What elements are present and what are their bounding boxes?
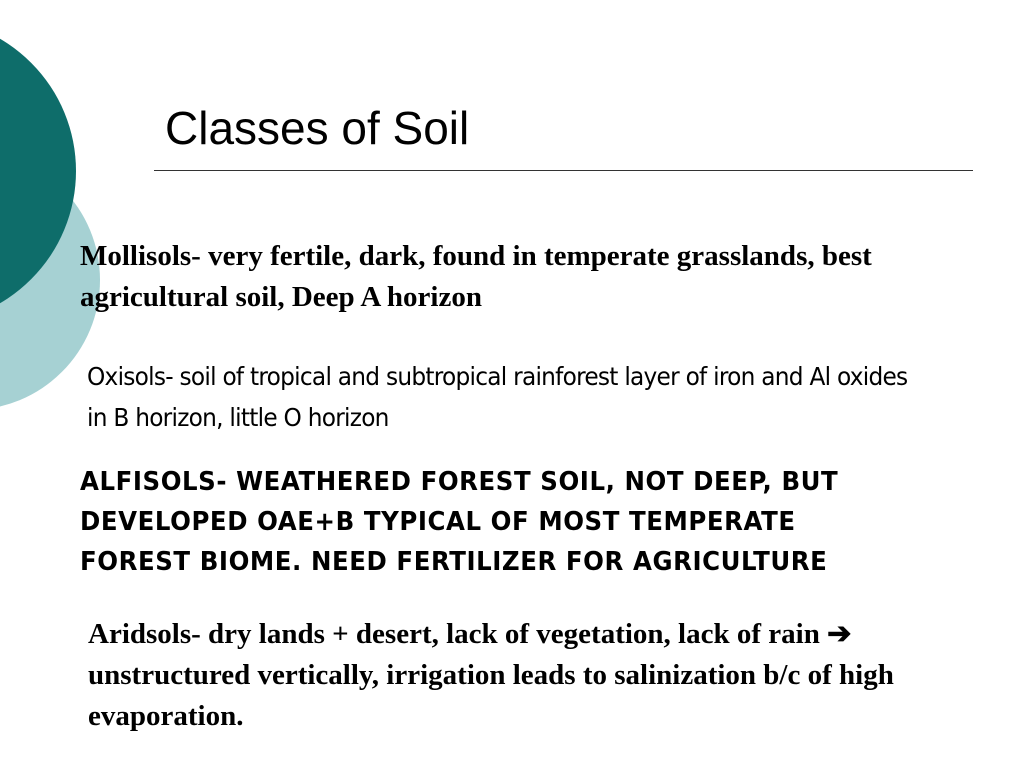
slide-title: Classes of Soil <box>165 102 470 154</box>
oxisols-paragraph: Oxisols- soil of tropical and subtropical rainforest layer of iron and Al oxides in B horizon, little O horizon <box>87 362 908 432</box>
mollisols-paragraph: Mollisols- very fertile, dark, found in temperate grasslands, best agricultural soil, Deep A horizon <box>80 240 872 313</box>
aridsols-paragraph: Aridsols- dry lands + desert, lack of vegetation, lack of rain ➔ unstructured vertically, irrigation leads to salinization b/c of high evaporation. <box>88 618 894 732</box>
title-divider <box>154 170 973 171</box>
alfisols-paragraph: ALFISOLS- WEATHERED FOREST SOIL, NOT DEEP, BUT DEVELOPED OAE+B TYPICAL OF MOST TEMPERATE FOREST BIOME. NEED FERTILIZER FOR AGRICULTURE <box>80 467 839 577</box>
